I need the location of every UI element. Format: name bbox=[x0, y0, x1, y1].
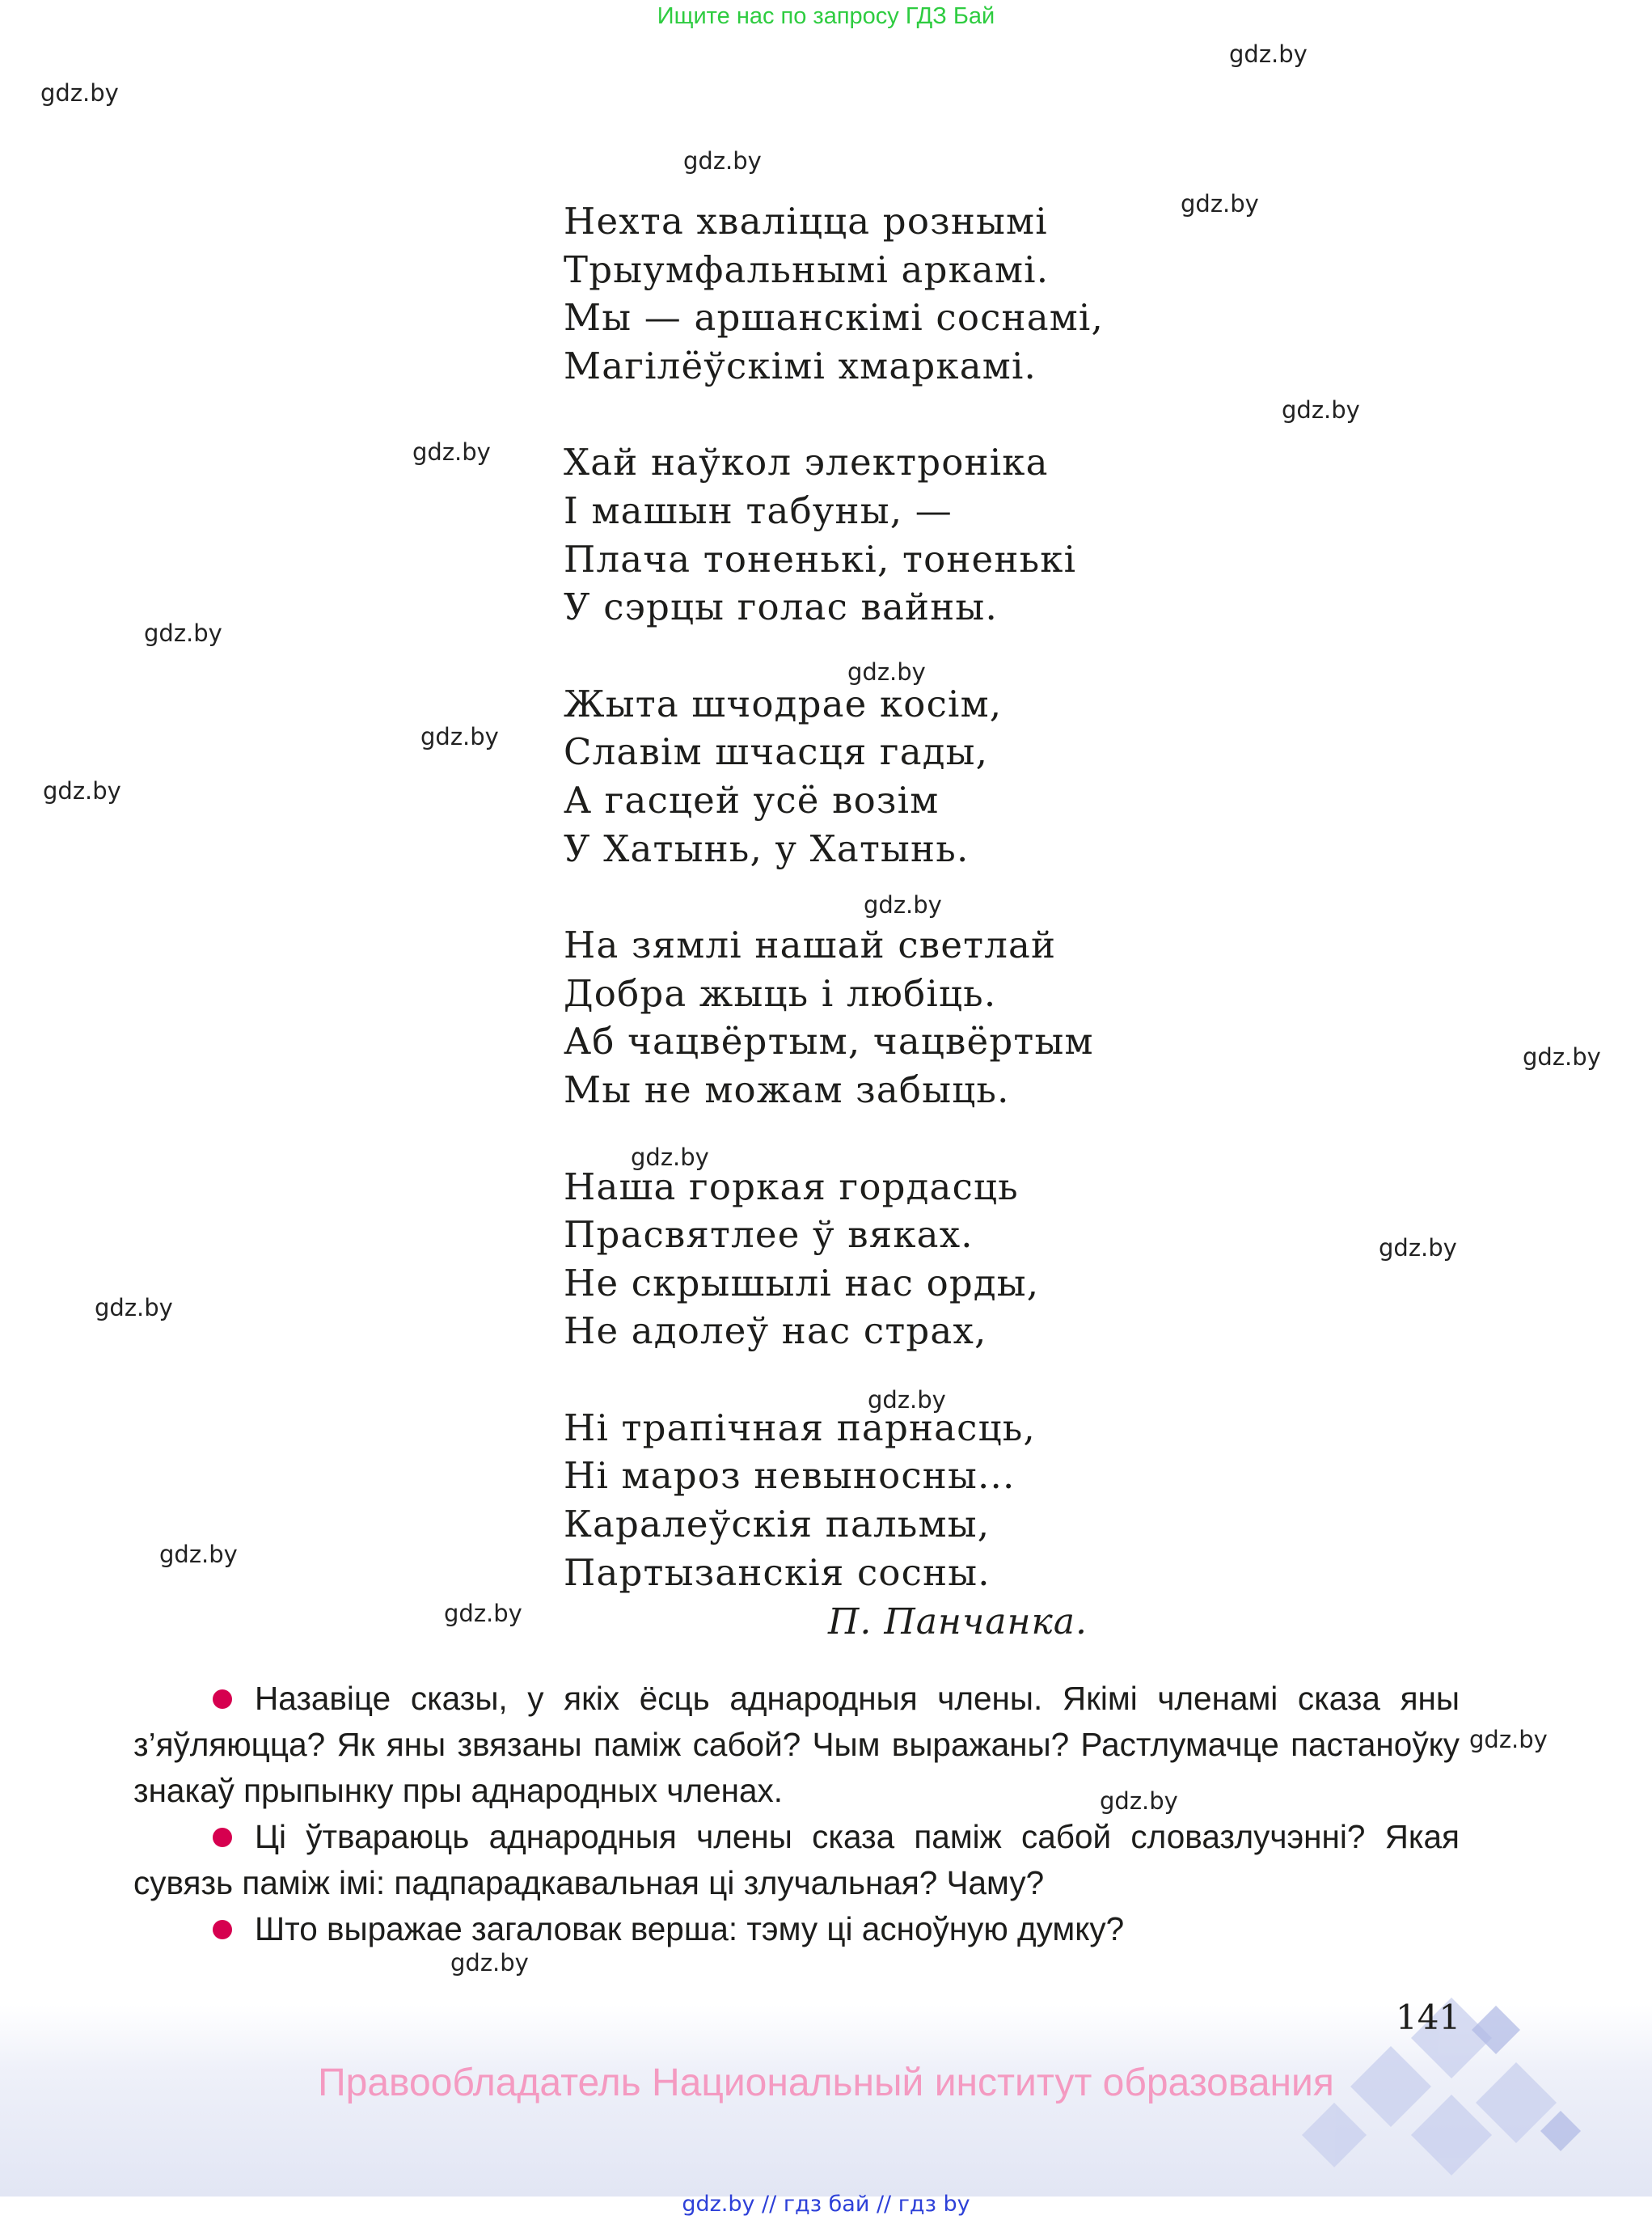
watermark-gdz: gdz.by bbox=[868, 1386, 946, 1414]
question-text: Што выражае загаловак верша: тэму ці асноўную думку? bbox=[255, 1910, 1125, 1947]
poem-line: Не скрышылі нас орды, bbox=[564, 1261, 1040, 1304]
rights-notice: Правообладатель Национальный институт образования bbox=[318, 2061, 1334, 2104]
watermark-gdz: gdz.by bbox=[450, 1949, 529, 1977]
poem-line: У сэрцы голас вайны. bbox=[564, 586, 998, 629]
question-text: Назавіце сказы, у якіх ёсць аднародныя члены. Якімі членамі сказа яны з’яўляюцца? Як яны звязаны паміж сабой? Чым выражаны? Растлумачце пастаноўку знакаў прыпынку пры аднародных членах. bbox=[133, 1680, 1460, 1809]
watermark-gdz: gdz.by bbox=[1100, 1787, 1178, 1815]
poem-line: Мы — аршанскімі соснамі, bbox=[564, 296, 1105, 340]
watermark-gdz: gdz.by bbox=[1469, 1726, 1548, 1753]
watermark-gdz: gdz.by bbox=[1229, 40, 1308, 68]
top-banner[interactable]: Ищите нас по запросу ГДЗ Бай bbox=[657, 3, 995, 29]
poem-stanza bbox=[564, 1404, 1104, 1596]
question-text: Ці ўтвараюць аднародныя члены сказа паміж сабой словазлучэнні? Якая сувязь паміж імі: падпарадкавальная ці злучальная? Чаму? bbox=[133, 1818, 1460, 1901]
watermark-gdz: gdz.by bbox=[40, 79, 119, 107]
poem-line: У Хатынь, у Хатынь. bbox=[564, 827, 970, 870]
watermark-gdz: gdz.by bbox=[683, 147, 762, 175]
poem-line: Прасвятлее ў вяках. bbox=[564, 1213, 974, 1257]
watermark-gdz: gdz.by bbox=[43, 777, 121, 805]
watermark-gdz: gdz.by bbox=[1523, 1043, 1601, 1071]
poem-line: Мы не можам забыць. bbox=[564, 1068, 1010, 1111]
poem-stanza bbox=[564, 197, 1104, 390]
poem-line: Наша горкая гордасць bbox=[564, 1165, 1019, 1208]
bullet-icon bbox=[213, 1689, 232, 1709]
watermark-gdz: gdz.by bbox=[847, 658, 926, 686]
bullet-icon bbox=[213, 1920, 232, 1939]
poem-line: Аб чацвёртым, чацвёртым bbox=[564, 1020, 1094, 1063]
poem-line: Жыта шчодрае косім, bbox=[564, 682, 1003, 725]
poem-line: Ні мароз невыносны... bbox=[564, 1454, 1016, 1498]
poem-line: Плача тоненькі, тоненькі bbox=[564, 537, 1077, 581]
poem-line: Хай наўкол электроніка bbox=[564, 441, 1049, 484]
poem-line: Партызанскія сосны. bbox=[564, 1550, 991, 1594]
poem-line: І машын табуны, — bbox=[564, 488, 953, 532]
poem-stanza bbox=[564, 1163, 1104, 1355]
watermark-gdz: gdz.by bbox=[412, 438, 491, 466]
watermark-gdz: gdz.by bbox=[631, 1144, 709, 1171]
footer-links[interactable]: gdz.by // гдз бай // гдз by bbox=[682, 2192, 970, 2217]
watermark-gdz: gdz.by bbox=[95, 1294, 173, 1321]
poem-line: Славім шчасця гады, bbox=[564, 730, 989, 774]
bullet-icon bbox=[213, 1828, 232, 1847]
poem-author: П. Панчанка. bbox=[827, 1601, 1088, 1643]
questions-list bbox=[133, 1676, 1460, 1952]
watermark-gdz: gdz.by bbox=[444, 1600, 522, 1627]
watermark-gdz: gdz.by bbox=[144, 619, 222, 647]
poem-line: На зямлі нашай светлай bbox=[564, 924, 1057, 967]
poem-stanza bbox=[564, 921, 1104, 1114]
question-item bbox=[133, 1814, 1460, 1906]
poem-line: А гасцей усё возім bbox=[564, 778, 940, 822]
watermark-gdz: gdz.by bbox=[1282, 396, 1360, 424]
poem-line: Не адолеў нас страх, bbox=[564, 1309, 987, 1353]
poem-stanza bbox=[564, 438, 1104, 631]
question-item bbox=[133, 1906, 1460, 1952]
poem-line: Трыумфальнымі аркамі. bbox=[564, 247, 1050, 291]
poem-line: Добра жыць і любіць. bbox=[564, 971, 997, 1015]
poem-stanza bbox=[564, 680, 1104, 873]
poem bbox=[564, 197, 1104, 1596]
watermark-gdz: gdz.by bbox=[420, 723, 499, 750]
question-item bbox=[133, 1676, 1460, 1814]
watermark-gdz: gdz.by bbox=[864, 891, 942, 919]
poem-line: Каралеўскія пальмы, bbox=[564, 1503, 991, 1546]
watermark-gdz: gdz.by bbox=[159, 1541, 238, 1568]
watermark-gdz: gdz.by bbox=[1181, 190, 1259, 218]
poem-line: Магілёўскімі хмаркамі. bbox=[564, 344, 1037, 387]
poem-line: Ні трапічная парнасць, bbox=[564, 1406, 1036, 1449]
watermark-gdz: gdz.by bbox=[1379, 1234, 1457, 1262]
page-number: 141 bbox=[1396, 1998, 1461, 2037]
poem-line: Нехта хваліцца рознымі bbox=[564, 200, 1048, 243]
